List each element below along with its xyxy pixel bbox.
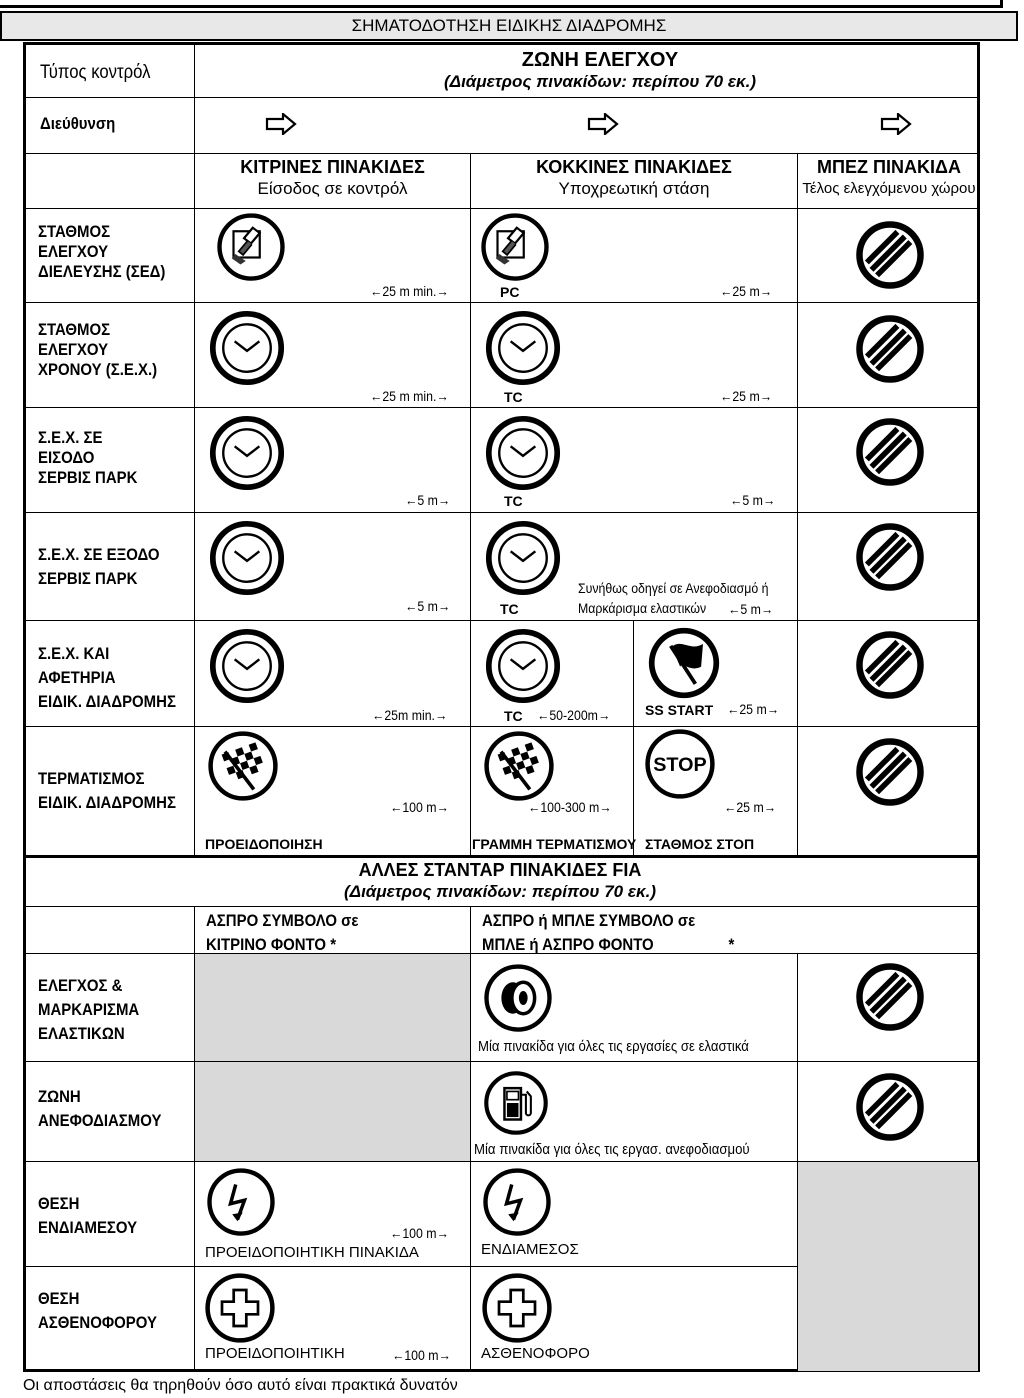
ambulance-warning-caption: ΠΡΟΕΙΔΟΠΟΙΗΤΙΚΗ xyxy=(205,1345,345,1362)
row-label-time: ΣΤΑΘΜΟΣ ΕΛΕΓΧΟΥ ΧΡΟΝΟΥ (Σ.Ε.Χ.) xyxy=(38,320,158,379)
distance-label: ←5 m→ xyxy=(730,492,776,508)
distance-label: ←50-200m→ xyxy=(537,707,611,723)
clock-icon xyxy=(485,310,561,386)
direction-label: Διεύθυνση xyxy=(40,114,116,133)
row-label-park-out: Σ.Ε.Χ. ΣΕ ΕΞΟΔΟ ΣΕΡΒΙΣ ΠΑΡΚ xyxy=(38,545,160,588)
page-title: ΣΗΜΑΤΟΔΟΤΗΣΗ ΕΙΔΙΚΗΣ ΔΙΑΔΡΟΜΗΣ xyxy=(0,11,1018,41)
clock-icon xyxy=(209,520,285,596)
stamp-icon xyxy=(216,212,286,282)
lightning-icon xyxy=(206,1167,276,1237)
control-code: TC xyxy=(504,493,523,509)
tyre-icon xyxy=(483,963,553,1033)
zone-title: ΖΩΝΗ ΕΛΕΓΧΟΥ (Διάμετρος πινακίδων: περίπου 70 εκ.) xyxy=(444,49,756,91)
arrow-right-outline-icon xyxy=(265,113,297,135)
empty-cell xyxy=(195,954,470,1161)
row-label-ss-finish: ΤΕΡΜΑΤΙΣΜΟΣ ΕΙΔΙΚ. ΔΙΑΔΡΟΜΗΣ xyxy=(38,769,176,812)
stop-sign-icon xyxy=(644,728,716,800)
checkered-flag-icon xyxy=(207,730,279,802)
stamp-icon xyxy=(480,212,550,282)
distance-label: ←5 m→ xyxy=(405,492,451,508)
row-label-passage: ΣΤΑΘΜΟΣ ΕΛΕΓΧΟΥ ΔΙΕΛΕΥΣΗΣ (ΣΕΔ) xyxy=(38,222,166,281)
arrow-right-outline-icon xyxy=(587,113,619,135)
distance-label: ←25 m min.→ xyxy=(370,283,449,299)
distance-label: ←25 m min.→ xyxy=(370,388,449,404)
finish-line-caption: ΓΡΑΜΜΗ ΤΕΡΜΑΤΙΣΜΟΥ xyxy=(472,836,637,852)
clock-icon xyxy=(209,415,285,491)
distance-label: ←5 m→ xyxy=(405,598,451,614)
note-text: Μαρκάρισμα ελαστικών xyxy=(578,600,707,616)
clock-icon xyxy=(485,415,561,491)
clock-icon xyxy=(209,310,285,386)
yellow-column-header: ΚΙΤΡΙΝΕΣ ΠΙΝΑΚΙΔΕΣ Είσοδος σε κοντρόλ xyxy=(240,157,425,198)
intermediate-warning-caption: ΠΡΟΕΙΔΟΠΟΙΗΤΙΚΗ ΠΙΝΑΚΙΔΑ xyxy=(205,1244,419,1261)
control-code: TC xyxy=(500,601,519,617)
distance-label: ←100 m→ xyxy=(392,1347,451,1363)
tyres-caption: Μία πινακίδα για όλες τις εργασίες σε ελαστικά xyxy=(478,1038,749,1055)
stop-caption: ΣΤΑΘΜΟΣ ΣΤΟΠ xyxy=(645,836,755,852)
blue-background-header: ΑΣΠΡΟ ή ΜΠΛΕ ΣΥΜΒΟΛΟ σε ΜΠΛΕ ή ΑΣΠΡΟ ΦΟΝΤΟ * xyxy=(482,911,735,954)
red-column-header: ΚΟΚΚΙΝΕΣ ΠΙΝΑΚΙΔΕΣ Υποχρεωτική στάση xyxy=(536,157,732,198)
fuel-pump-icon xyxy=(483,1070,549,1136)
blue-column-header: ΜΠΕΖ ΠΙΝΑΚΙΔΑ Τέλος ελεγχόμενου χώρου xyxy=(802,157,976,197)
distance-label: ←25 m→ xyxy=(720,388,773,404)
row-label-tyres: ΕΛΕΓΧΟΣ & ΜΑΡΚΑΡΙΣΜΑ ΕΛΑΣΤΙΚΩΝ xyxy=(38,976,140,1043)
medical-cross-icon xyxy=(481,1272,553,1344)
distance-label: ←25 m→ xyxy=(724,799,777,815)
ambulance-caption: ΑΣΘΕΝΟΦΟΡΟ xyxy=(481,1345,590,1362)
warning-caption: ΠΡΟΕΙΔΟΠΟΙΗΣΗ xyxy=(205,836,323,852)
lightning-icon xyxy=(482,1167,552,1237)
row-label-refuel: ΖΩΝΗ ΑΝΕΦΟΔΙΑΣΜΟΥ xyxy=(38,1087,162,1130)
end-of-zone-icon xyxy=(853,1070,927,1144)
clock-icon xyxy=(209,628,285,704)
distance-label: ←100 m→ xyxy=(390,1225,449,1241)
control-code: TC xyxy=(504,389,523,405)
control-code: PC xyxy=(500,284,520,300)
empty-cell xyxy=(798,1161,978,1371)
other-signs-title: ΑΛΛΕΣ ΣΤΑΝΤΑΡ ΠΙΝΑΚΙΔΕΣ FIA (Διάμετρος πινακίδων: περίπου 70 εκ.) xyxy=(344,860,656,901)
end-of-zone-icon xyxy=(853,520,927,594)
medical-cross-icon xyxy=(204,1272,276,1344)
clock-icon xyxy=(485,628,561,704)
end-of-zone-icon xyxy=(853,960,927,1034)
checkered-flag-icon xyxy=(483,730,555,802)
end-of-zone-icon xyxy=(853,218,927,292)
ss-start-label: SS START xyxy=(645,702,714,718)
distance-label: ←100 m→ xyxy=(390,799,449,815)
row-label-park-in: Σ.Ε.Χ. ΣΕ ΕΙΣΟΔΟ ΣΕΡΒΙΣ ΠΑΡΚ xyxy=(38,428,138,487)
distance-label: ←25 m→ xyxy=(720,283,773,299)
top-border xyxy=(0,0,1003,8)
row-label-ambulance: ΘΕΣΗ ΑΣΘΕΝΟΦΟΡΟΥ xyxy=(38,1289,157,1332)
refuel-caption: Μία πινακίδα για όλες τις εργασ. ανεφοδιασμού xyxy=(474,1141,750,1158)
note-text: Συνήθως οδηγεί σε Ανεφοδιασμό ή xyxy=(578,580,769,596)
footer-note: Οι αποστάσεις θα τηρηθούν όσο αυτό είναι πρακτικά δυνατόν xyxy=(23,1377,458,1394)
control-code: TC xyxy=(504,708,523,724)
distance-label: ←25m min.→ xyxy=(372,707,448,723)
yellow-background-header: ΑΣΠΡΟ ΣΥΜΒΟΛΟ σε ΚΙΤΡΙΝΟ ΦΟΝΤΟ * xyxy=(206,911,359,954)
distance-label: ←25 m→ xyxy=(727,701,780,717)
arrow-right-outline-icon xyxy=(880,113,912,135)
clock-icon xyxy=(485,520,561,596)
intermediate-caption: ΕΝΔΙΑΜΕΣΟΣ xyxy=(481,1241,579,1258)
end-of-zone-icon xyxy=(853,735,927,809)
row-label-intermediate: ΘΕΣΗ ΕΝΔΙΑΜΕΣΟΥ xyxy=(38,1194,138,1237)
distance-label: ←5 m→ xyxy=(728,601,774,617)
end-of-zone-icon xyxy=(853,415,927,489)
row-label-ss-start: Σ.Ε.Χ. ΚΑΙ ΑΦΕΤΗΡΙΑ ΕΙΔΙΚ. ΔΙΑΔΡΟΜΗΣ xyxy=(38,644,176,711)
end-of-zone-icon xyxy=(853,628,927,702)
end-of-zone-icon xyxy=(853,312,927,386)
flag-icon xyxy=(646,625,722,701)
control-type-label: Τύπος κοντρόλ xyxy=(40,62,151,83)
distance-label: ←100-300 m→ xyxy=(528,799,612,815)
